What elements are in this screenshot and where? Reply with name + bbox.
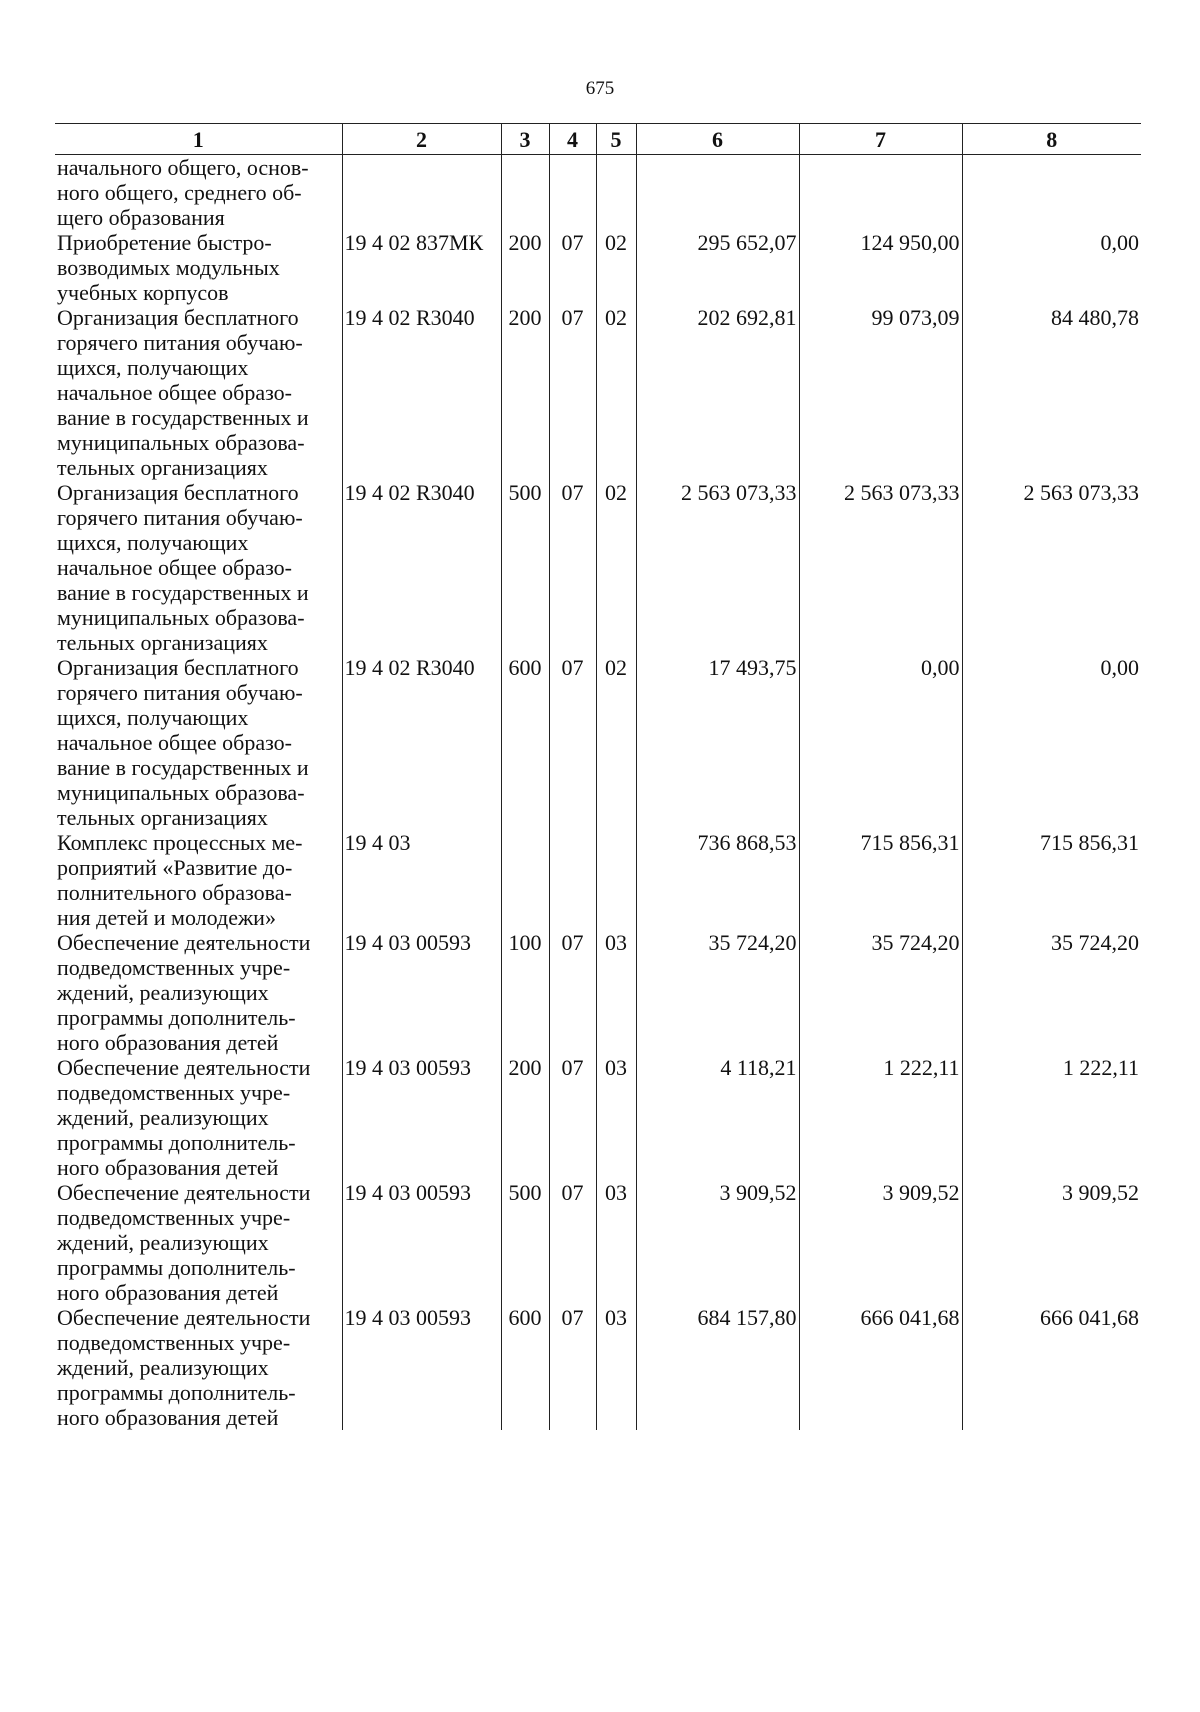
column-header-5: 5 [596, 124, 636, 155]
amount-col7-cell: 666 041,68 [799, 1305, 962, 1430]
table-row [55, 155, 1141, 231]
amount-col8-cell: 1 222,11 [962, 1055, 1141, 1180]
description-line: роприятий «Развитие до- [57, 855, 293, 880]
amount-col6-cell: 202 692,81 [636, 305, 799, 480]
amount-col7-cell: 3 909,52 [799, 1180, 962, 1305]
amount-col8-cell: 0,00 [962, 655, 1141, 830]
description-line: полнительного образова- [57, 880, 292, 905]
description-line: ждений, реализующих [57, 1355, 269, 1380]
code-cell: 19 4 03 00593 [342, 1305, 501, 1430]
column-header-2: 2 [342, 124, 501, 155]
description-line: вание в государственных и [57, 755, 309, 780]
description-line: горячего питания обучаю- [57, 680, 303, 705]
expense-type-cell: 500 [501, 1180, 549, 1305]
amount-col6-cell: 4 118,21 [636, 1055, 799, 1180]
description-line: учебных корпусов [57, 280, 229, 305]
description-line: ного образования детей [57, 1155, 279, 1180]
budget-table [55, 123, 1141, 1430]
table-row [55, 930, 1141, 1055]
subsection-cell: 02 [596, 480, 636, 655]
subsection-cell: 03 [596, 1055, 636, 1180]
table-row [55, 230, 1141, 305]
description-line: программы дополнитель- [57, 1005, 296, 1030]
amount-col6-cell: 35 724,20 [636, 930, 799, 1055]
expense-type-cell: 600 [501, 1305, 549, 1430]
description-line: подведомственных учре- [57, 1080, 291, 1105]
column-header-7: 7 [799, 124, 962, 155]
description-line: щихся, получающих [57, 530, 249, 555]
description-line: Комплекс процессных ме- [57, 830, 303, 855]
expense-type-cell: 500 [501, 480, 549, 655]
code-cell: 19 4 02 R3040 [342, 305, 501, 480]
description-line: Обеспечение деятельности [57, 1305, 311, 1330]
subsection-cell: 03 [596, 1305, 636, 1430]
description-line: начальное общее образо- [57, 730, 293, 755]
description-cell [55, 305, 342, 480]
code-cell: 19 4 02 R3040 [342, 655, 501, 830]
amount-col7-cell [799, 155, 962, 231]
code-cell: 19 4 02 837МК [342, 230, 501, 305]
section-cell: 07 [549, 655, 596, 830]
subsection-cell: 02 [596, 305, 636, 480]
expense-type-cell: 200 [501, 230, 549, 305]
expense-type-cell: 100 [501, 930, 549, 1055]
column-header-3: 3 [501, 124, 549, 155]
amount-col6-cell: 3 909,52 [636, 1180, 799, 1305]
amount-col8-cell: 35 724,20 [962, 930, 1141, 1055]
table-row [55, 830, 1141, 930]
description-cell [55, 655, 342, 830]
description-line: программы дополнитель- [57, 1130, 296, 1155]
description-line: подведомственных учре- [57, 955, 291, 980]
description-line: подведомственных учре- [57, 1330, 291, 1355]
description-line: муниципальных образова- [57, 430, 305, 455]
description-line: ного образования детей [57, 1030, 279, 1055]
description-cell [55, 1180, 342, 1305]
description-line: Организация бесплатного [57, 480, 299, 505]
description-cell [55, 230, 342, 305]
description-line: Организация бесплатного [57, 655, 299, 680]
table-row [55, 655, 1141, 830]
description-cell [55, 155, 342, 231]
description-line: возводимых модульных [57, 255, 280, 280]
table-row [55, 480, 1141, 655]
description-line: ного общего, среднего об- [57, 180, 302, 205]
amount-col8-cell: 666 041,68 [962, 1305, 1141, 1430]
description-line: вание в государственных и [57, 405, 309, 430]
section-cell [549, 830, 596, 930]
column-header-4: 4 [549, 124, 596, 155]
description-line: ного образования детей [57, 1405, 279, 1430]
description-line: щихся, получающих [57, 355, 249, 380]
expense-type-cell: 200 [501, 305, 549, 480]
description-line: начального общего, основ- [57, 155, 309, 180]
expense-type-cell: 600 [501, 655, 549, 830]
amount-col6-cell [636, 155, 799, 231]
subsection-cell: 03 [596, 1180, 636, 1305]
section-cell: 07 [549, 930, 596, 1055]
description-line: начальное общее образо- [57, 555, 293, 580]
amount-col6-cell: 736 868,53 [636, 830, 799, 930]
table-row [55, 1305, 1141, 1430]
section-cell: 07 [549, 480, 596, 655]
amount-col8-cell: 84 480,78 [962, 305, 1141, 480]
amount-col7-cell: 2 563 073,33 [799, 480, 962, 655]
section-cell: 07 [549, 305, 596, 480]
description-cell [55, 830, 342, 930]
header-row [55, 124, 1141, 155]
code-cell: 19 4 03 00593 [342, 930, 501, 1055]
column-header-1: 1 [55, 124, 342, 155]
section-cell [549, 155, 596, 231]
description-line: муниципальных образова- [57, 605, 305, 630]
description-line: вание в государственных и [57, 580, 309, 605]
description-cell [55, 1305, 342, 1430]
amount-col7-cell: 99 073,09 [799, 305, 962, 480]
subsection-cell: 02 [596, 230, 636, 305]
description-line: тельных организациях [57, 805, 268, 830]
amount-col8-cell: 3 909,52 [962, 1180, 1141, 1305]
amount-col6-cell: 295 652,07 [636, 230, 799, 305]
description-line: ного образования детей [57, 1280, 279, 1305]
expense-type-cell [501, 155, 549, 231]
amount-col8-cell: 715 856,31 [962, 830, 1141, 930]
description-line: тельных организациях [57, 630, 268, 655]
description-line: Организация бесплатного [57, 305, 299, 330]
code-cell: 19 4 03 [342, 830, 501, 930]
description-line: Приобретение быстро- [57, 230, 272, 255]
description-line: подведомственных учре- [57, 1205, 291, 1230]
code-cell: 19 4 02 R3040 [342, 480, 501, 655]
amount-col6-cell: 2 563 073,33 [636, 480, 799, 655]
section-cell: 07 [549, 1305, 596, 1430]
amount-col8-cell: 0,00 [962, 230, 1141, 305]
code-cell: 19 4 03 00593 [342, 1180, 501, 1305]
description-line: Обеспечение деятельности [57, 1055, 311, 1080]
description-line: Обеспечение деятельности [57, 1180, 311, 1205]
code-cell: 19 4 03 00593 [342, 1055, 501, 1180]
description-line: ния детей и молодежи» [57, 905, 276, 930]
amount-col7-cell: 715 856,31 [799, 830, 962, 930]
table-body [55, 155, 1141, 1431]
amount-col6-cell: 684 157,80 [636, 1305, 799, 1430]
description-line: муниципальных образова- [57, 780, 305, 805]
description-cell [55, 1055, 342, 1180]
subsection-cell [596, 830, 636, 930]
section-cell: 07 [549, 1055, 596, 1180]
amount-col7-cell: 35 724,20 [799, 930, 962, 1055]
description-line: горячего питания обучаю- [57, 505, 303, 530]
description-line: Обеспечение деятельности [57, 930, 311, 955]
description-line: ждений, реализующих [57, 980, 269, 1005]
table-row [55, 305, 1141, 480]
amount-col7-cell: 0,00 [799, 655, 962, 830]
column-header-8: 8 [962, 124, 1141, 155]
expense-type-cell: 200 [501, 1055, 549, 1180]
amount-col7-cell: 1 222,11 [799, 1055, 962, 1180]
description-line: горячего питания обучаю- [57, 330, 303, 355]
subsection-cell: 02 [596, 655, 636, 830]
subsection-cell [596, 155, 636, 231]
subsection-cell: 03 [596, 930, 636, 1055]
description-line: щихся, получающих [57, 705, 249, 730]
description-line: ждений, реализующих [57, 1105, 269, 1130]
description-line: программы дополнитель- [57, 1255, 296, 1280]
expense-type-cell [501, 830, 549, 930]
description-line: программы дополнитель- [57, 1380, 296, 1405]
description-cell [55, 480, 342, 655]
amount-col8-cell [962, 155, 1141, 231]
section-cell: 07 [549, 230, 596, 305]
section-cell: 07 [549, 1180, 596, 1305]
amount-col8-cell: 2 563 073,33 [962, 480, 1141, 655]
page-number: 675 [585, 78, 615, 99]
code-cell [342, 155, 501, 231]
table-row [55, 1180, 1141, 1305]
table-row [55, 1055, 1141, 1180]
description-line: щего образования [57, 205, 225, 230]
description-line: тельных организациях [57, 455, 268, 480]
description-cell [55, 930, 342, 1055]
amount-col7-cell: 124 950,00 [799, 230, 962, 305]
description-line: ждений, реализующих [57, 1230, 269, 1255]
description-line: начальное общее образо- [57, 380, 293, 405]
column-header-6: 6 [636, 124, 799, 155]
amount-col6-cell: 17 493,75 [636, 655, 799, 830]
